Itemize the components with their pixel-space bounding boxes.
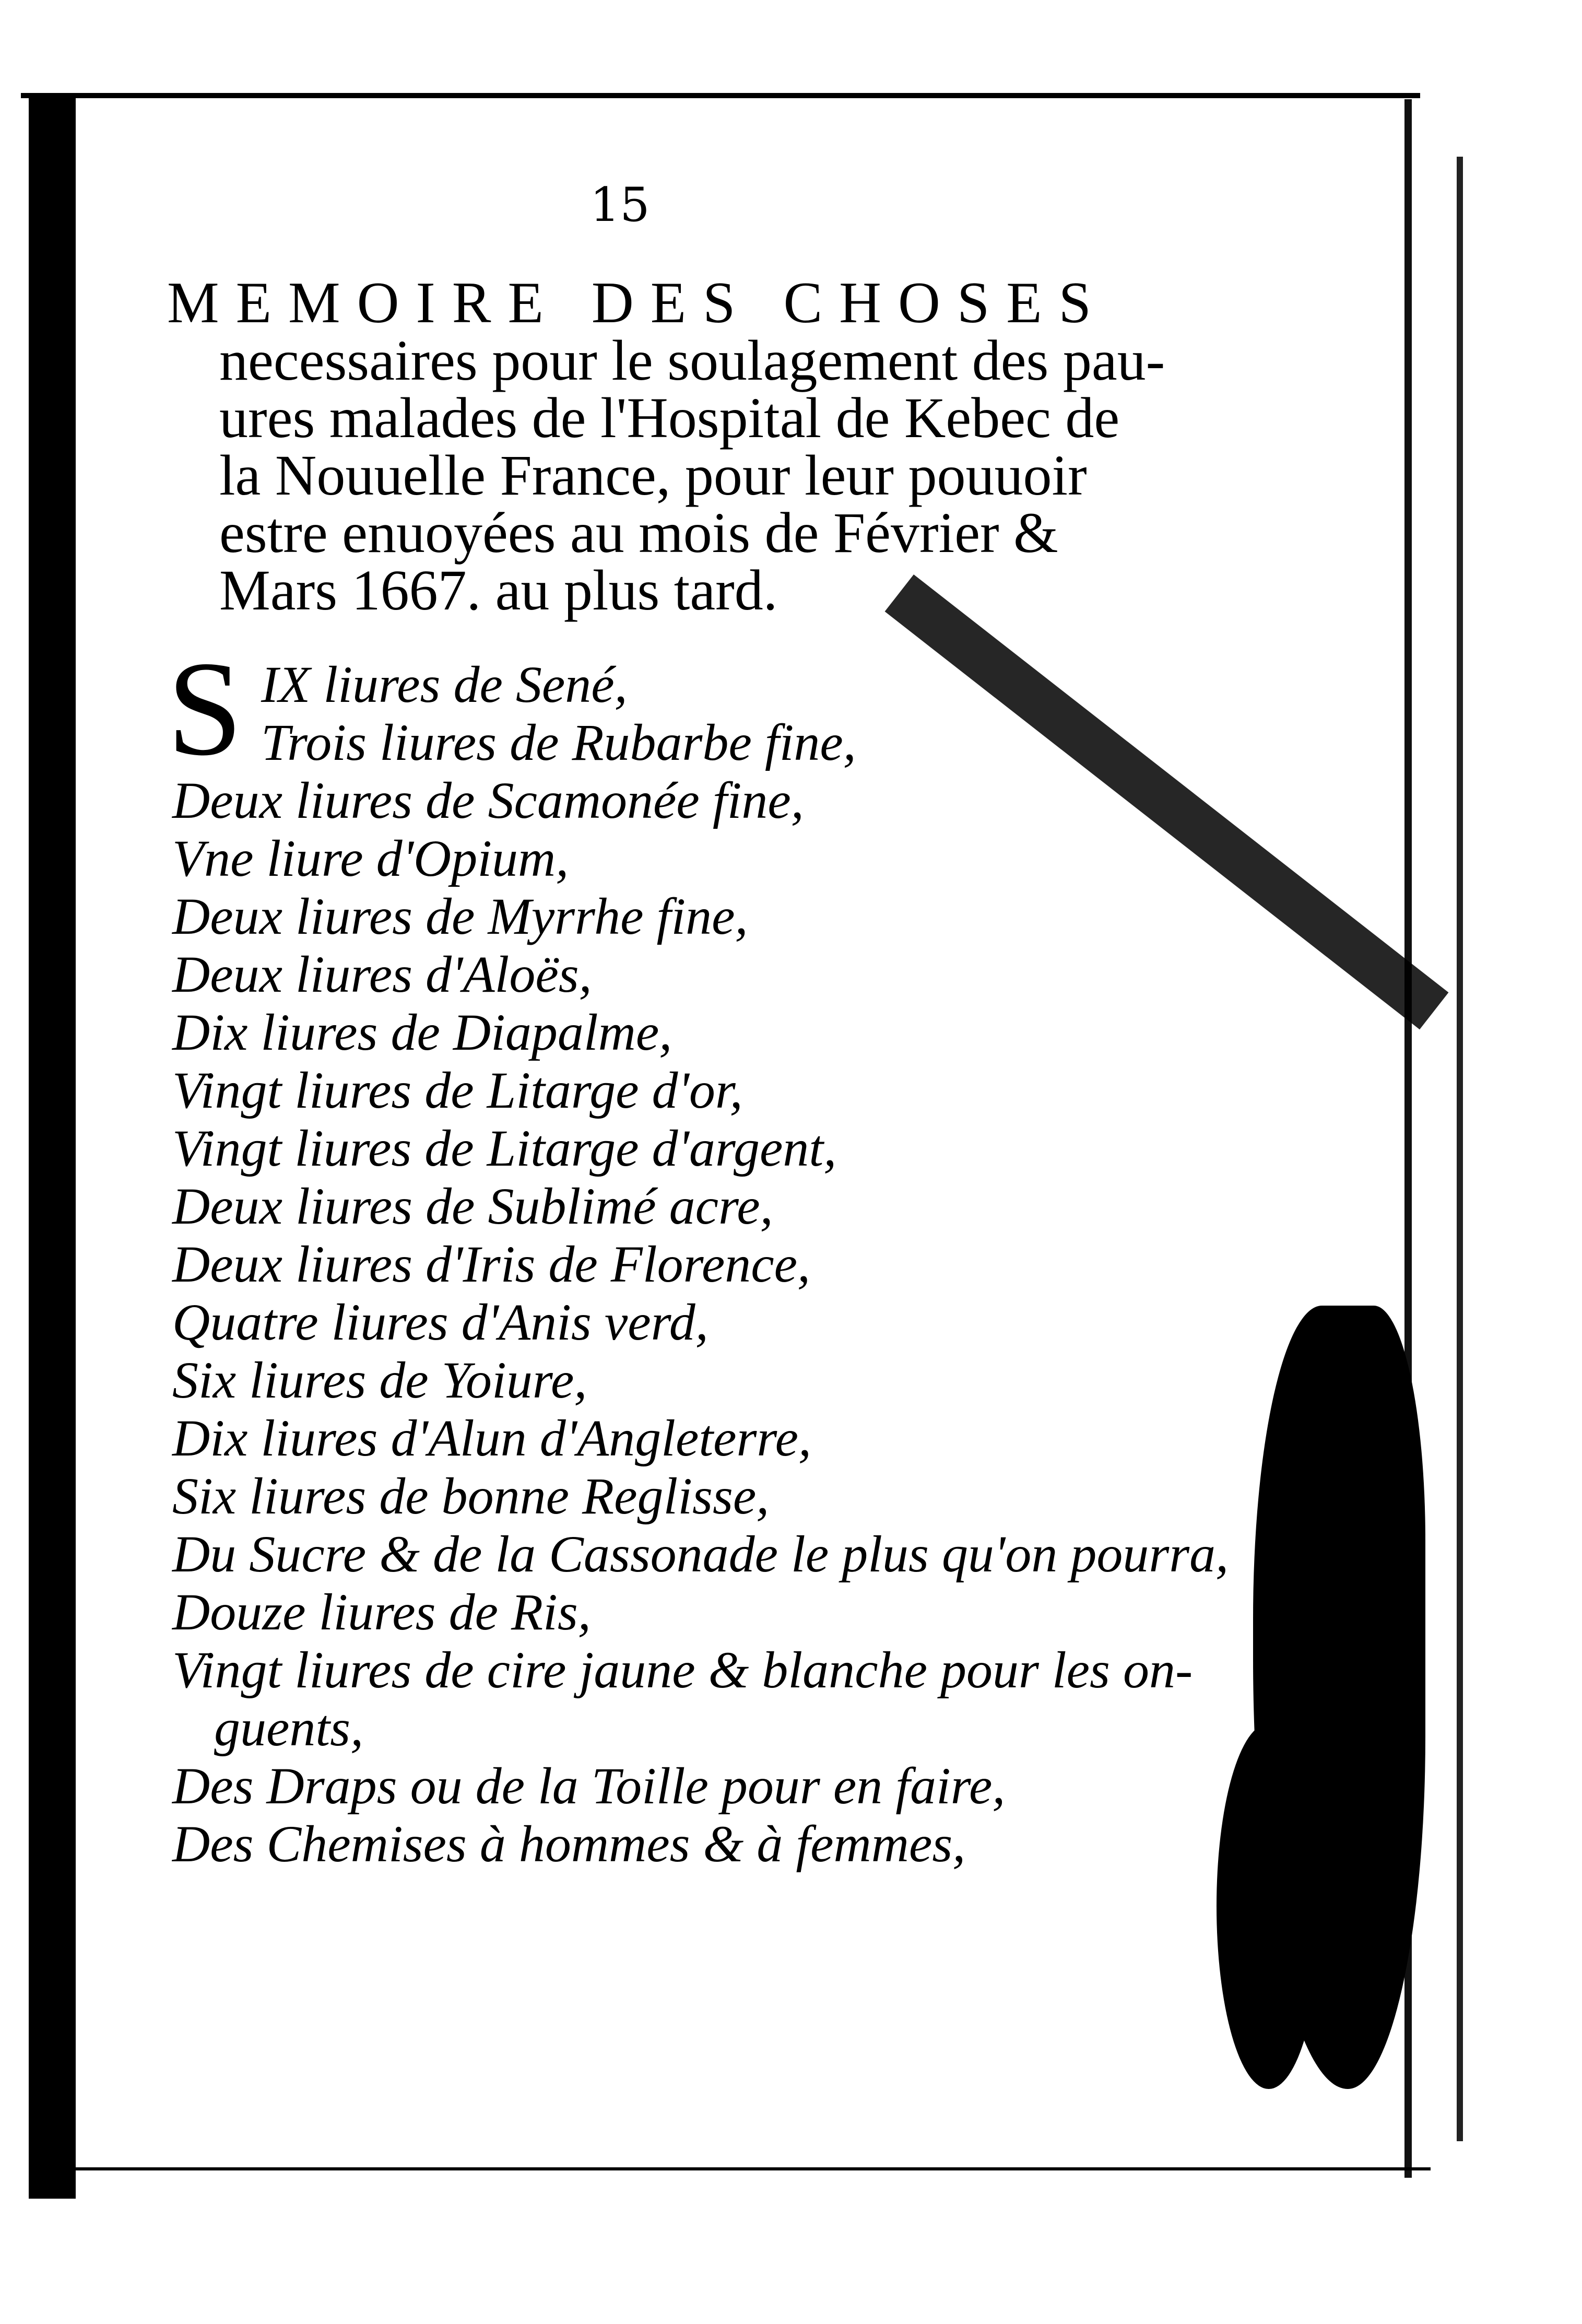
list-item: Vne liure d'Opium, [172, 829, 569, 887]
list-item: Dix liures de Diapalme, [172, 1003, 672, 1061]
list-item: Des Chemises à hommes & à femmes, [172, 1815, 966, 1873]
memoir-heading [167, 271, 1211, 622]
list-item: guents, [214, 1699, 364, 1757]
list-item: Deux liures d'Iris de Florence, [172, 1235, 810, 1293]
list-item: Douze liures de Ris, [172, 1583, 591, 1641]
list-item: Vingt liures de Litarge d'or, [172, 1061, 743, 1119]
page-top-rule [21, 93, 1420, 98]
list-item: Vingt liures de cire jaune & blanche pour les on- [172, 1641, 1193, 1699]
supply-list [167, 633, 1243, 1873]
page-outer-edge [1457, 157, 1463, 2141]
page-number: 15 [590, 178, 650, 232]
page-binding-shadow [29, 94, 76, 2199]
heading-title: MEMOIRE DES CHOSES [167, 271, 1108, 335]
list-item: Des Draps ou de la Toille pour en faire, [172, 1757, 1006, 1815]
list-item: Du Sucre & de la Cassonade le plus qu'on pourra, [172, 1525, 1229, 1583]
heading-line: estre enuoyées au mois de Février & [219, 501, 1058, 565]
heading-line: necessaires pour le soulagement des pau- [219, 328, 1165, 392]
list-item: Vingt liures de Litarge d'argent, [172, 1119, 837, 1177]
list-item: Six liures de Yoiure, [172, 1351, 587, 1409]
page-bottom-rule [73, 2167, 1431, 2170]
list-item: Trois liures de Rubarbe fine, [261, 713, 856, 771]
list-item: Deux liures d'Aloës, [172, 945, 592, 1003]
list-item: Deux liures de Sublimé acre, [172, 1177, 773, 1235]
list-item: Dix liures d'Alun d'Angleterre, [172, 1409, 812, 1467]
heading-line: ures malades de l'Hospital de Kebec de [219, 386, 1120, 450]
list-item-text: IX liures de Sené, [261, 655, 628, 713]
list-item: Deux liures de Scamonée fine, [172, 771, 804, 829]
drop-cap: S [167, 633, 243, 784]
list-item: Six liures de bonne Reglisse, [172, 1467, 770, 1525]
heading-line: Mars 1667. au plus tard. [219, 558, 778, 622]
heading-line: la Nouuelle France, pour leur pouuoir [219, 443, 1087, 507]
list-item: Quatre liures d'Anis verd, [172, 1293, 709, 1351]
list-item: Deux liures de Myrrhe fine, [172, 887, 748, 945]
